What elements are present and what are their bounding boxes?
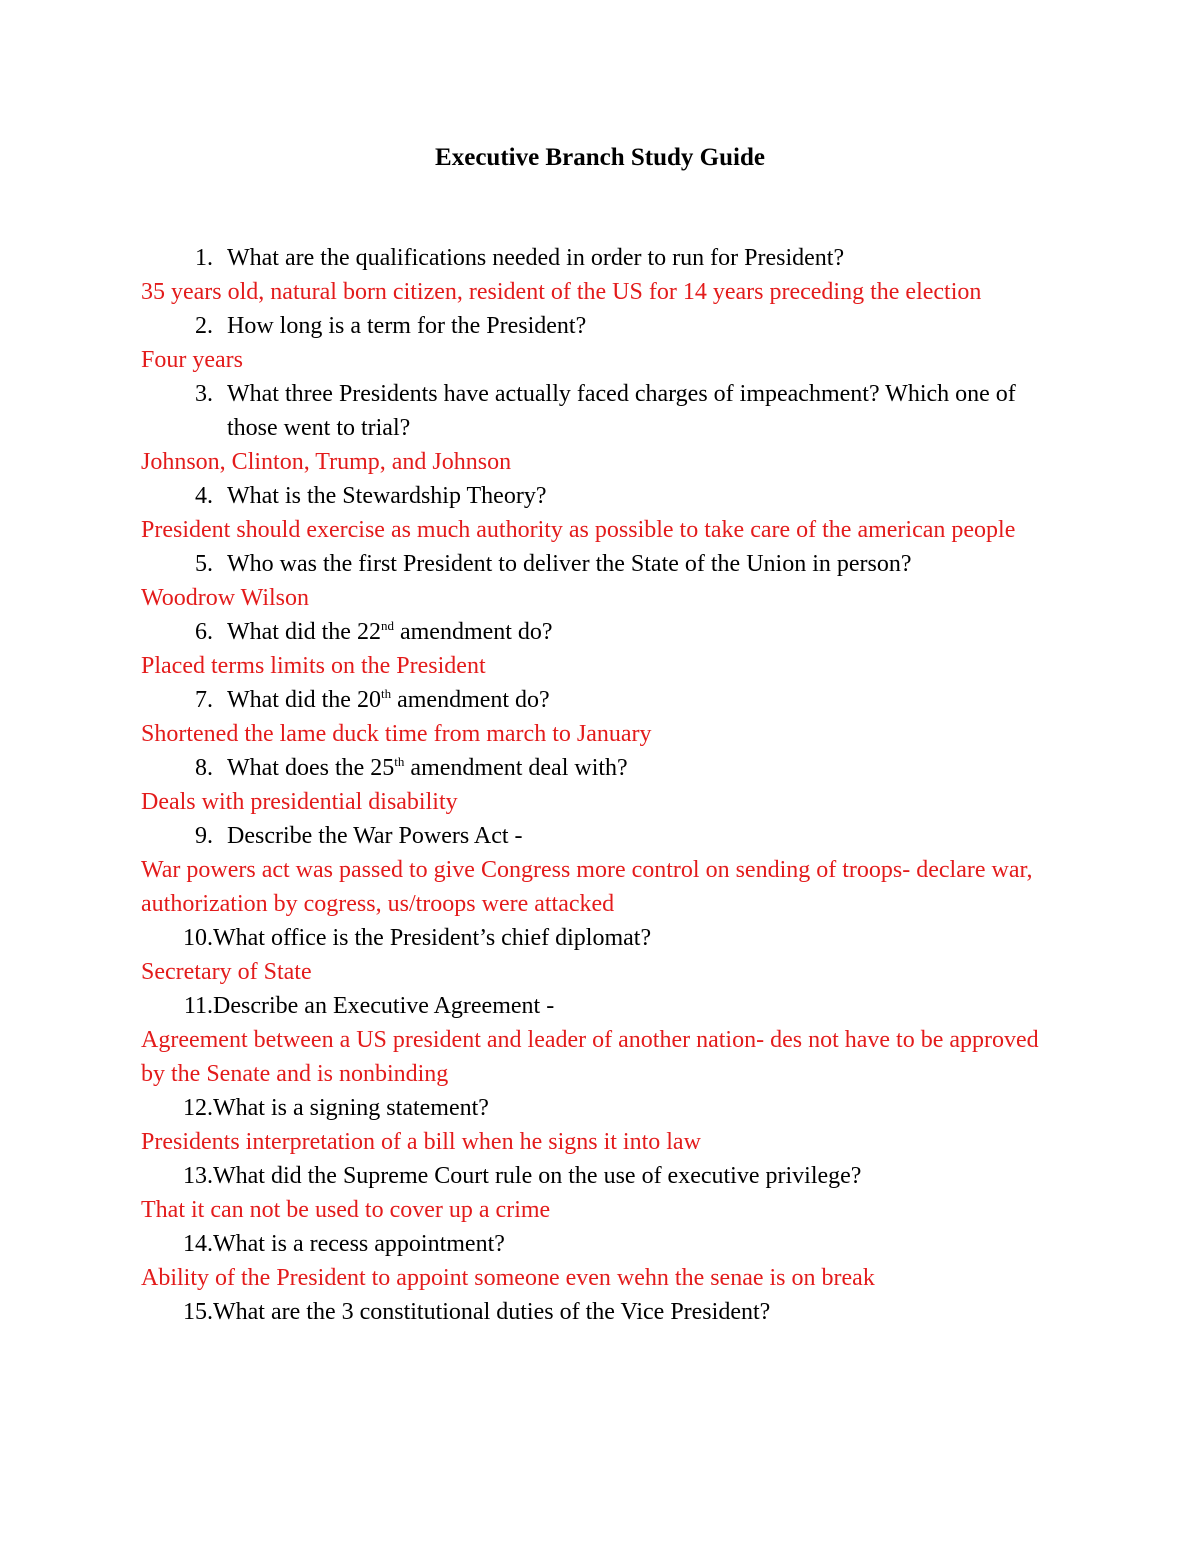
answer-14: Ability of the President to appoint someone even wehn the senae is on break xyxy=(141,1265,875,1291)
answer-11: Agreement between a US president and leader of another nation- des not have to be approved by the Senate and is nonbinding xyxy=(141,1027,1039,1087)
question-text: What office is the President’s chief diplomat? xyxy=(213,925,652,951)
question-text: What did the 22nd amendment do? xyxy=(227,618,553,645)
question-2 xyxy=(141,309,1061,343)
question-text: What does the 25th amendment deal with? xyxy=(227,754,628,781)
question-6 xyxy=(141,615,1061,649)
question-number: 1. xyxy=(195,245,213,271)
question-number: 2. xyxy=(195,313,213,339)
question-number: 6. xyxy=(195,619,213,645)
answer-12: Presidents interpretation of a bill when he signs it into law xyxy=(141,1129,701,1155)
answer-7: Shortened the lame duck time from march to January xyxy=(141,721,652,747)
question-text: What three Presidents have actually faced charges of impeachment? Which one of those went to trial? xyxy=(227,381,1016,441)
question-text: How long is a term for the President? xyxy=(227,313,587,339)
question-7 xyxy=(141,683,1061,717)
question-14 xyxy=(141,1227,1061,1261)
question-text: What is the Stewardship Theory? xyxy=(227,483,547,509)
question-15 xyxy=(141,1295,1061,1329)
question-number: 11. xyxy=(183,993,213,1019)
answer-9: War powers act was passed to give Congress more control on sending of troops- declare war, authorization by cogress, us/troops were attacked xyxy=(141,857,1033,917)
answer-6: Placed terms limits on the President xyxy=(141,653,486,679)
question-11 xyxy=(141,989,1061,1023)
question-text: Describe an Executive Agreement - xyxy=(213,993,555,1019)
answer-2: Four years xyxy=(141,347,243,373)
question-number: 14. xyxy=(183,1231,213,1257)
question-1 xyxy=(141,241,1061,275)
question-list xyxy=(141,241,1061,1329)
question-text: Who was the first President to deliver the State of the Union in person? xyxy=(227,551,912,577)
question-4 xyxy=(141,479,1061,513)
answer-10: Secretary of State xyxy=(141,959,312,985)
question-number: 9. xyxy=(195,823,213,849)
question-number: 5. xyxy=(195,551,213,577)
question-text: What did the 20th amendment do? xyxy=(227,686,550,713)
question-13 xyxy=(141,1159,1061,1193)
answer-3: Johnson, Clinton, Trump, and Johnson xyxy=(141,449,512,475)
answer-1: 35 years old, natural born citizen, resident of the US for 14 years preceding the election xyxy=(141,279,982,305)
question-number: 7. xyxy=(195,687,213,713)
question-3 xyxy=(141,377,1061,445)
question-10 xyxy=(141,921,1061,955)
question-number: 3. xyxy=(195,381,213,407)
answer-4: President should exercise as much authority as possible to take care of the american people xyxy=(141,517,1016,543)
question-text: What did the Supreme Court rule on the use of executive privilege? xyxy=(213,1163,862,1189)
question-text: What is a recess appointment? xyxy=(213,1231,505,1257)
question-number: 13. xyxy=(183,1163,213,1189)
question-number: 15. xyxy=(183,1299,213,1325)
document-title: Executive Branch Study Guide xyxy=(435,144,765,171)
question-5 xyxy=(141,547,1061,581)
question-text: What is a signing statement? xyxy=(213,1095,489,1121)
question-text: What are the qualifications needed in order to run for President? xyxy=(227,245,845,271)
question-8 xyxy=(141,751,1061,785)
question-number: 10. xyxy=(183,925,213,951)
question-number: 4. xyxy=(195,483,213,509)
question-number: 8. xyxy=(195,755,213,781)
answer-13: That it can not be used to cover up a crime xyxy=(141,1197,551,1223)
question-number: 12. xyxy=(183,1095,213,1121)
answer-8: Deals with presidential disability xyxy=(141,789,458,815)
answer-5: Woodrow Wilson xyxy=(141,585,309,611)
question-text: What are the 3 constitutional duties of the Vice President? xyxy=(213,1299,771,1325)
question-text: Describe the War Powers Act - xyxy=(227,823,523,849)
question-9 xyxy=(141,819,1061,853)
question-12 xyxy=(141,1091,1061,1125)
